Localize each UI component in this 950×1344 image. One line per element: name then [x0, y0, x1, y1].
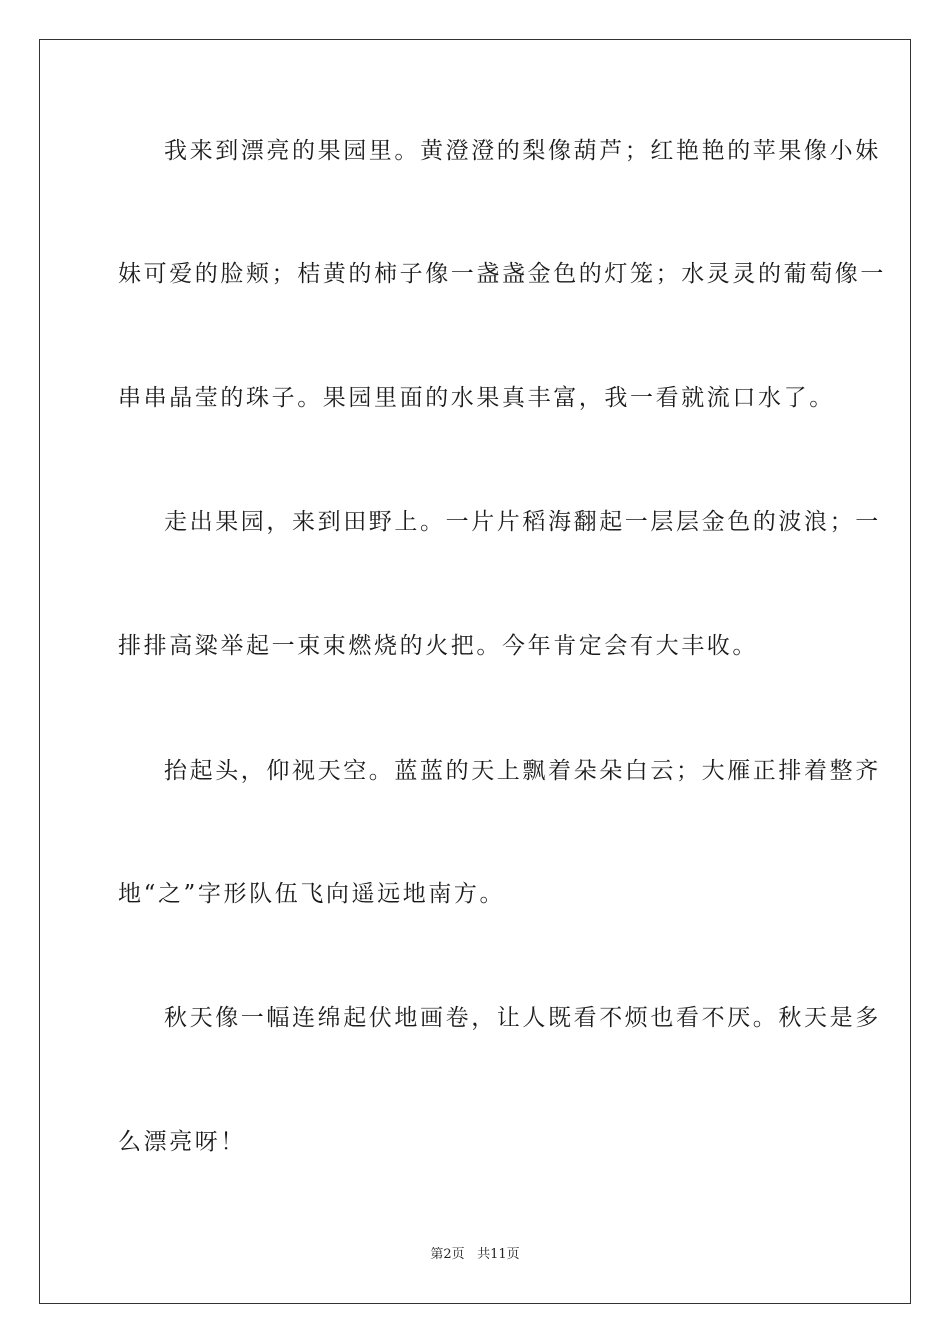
page-border: [39, 39, 911, 1304]
paragraph-4-line-2: 么漂亮呀！: [118, 1129, 246, 1155]
paragraph-1-line-3: 串串晶莹的珠子。果园里面的水果真丰富，我一看就流口水了。: [118, 385, 835, 411]
paragraph-3-line-2: 地“之”字形队伍飞向遥远地南方。: [118, 881, 506, 907]
page-total: 共11页: [477, 1247, 520, 1262]
paragraph-1-line-2: 妹可爱的脸颊；桔黄的柿子像一盏盏金色的灯笼；水灵灵的葡萄像一: [118, 261, 886, 287]
paragraph-4-line-1: 秋天像一幅连绵起伏地画卷，让人既看不烦也看不厌。秋天是多: [164, 1005, 881, 1031]
paragraph-2-line-1: 走出果园，来到田野上。一片片稻海翻起一层层金色的波浪；一: [164, 509, 881, 535]
page-number: 第2页: [430, 1247, 465, 1262]
paragraph-2-line-2: 排排高粱举起一束束燃烧的火把。今年肯定会有大丰收。: [118, 633, 758, 659]
page-footer: [0, 1246, 950, 1264]
paragraph-3-line-1: 抬起头，仰视天空。蓝蓝的天上飘着朵朵白云；大雁正排着整齐: [164, 758, 881, 784]
paragraph-1-line-1: 我来到漂亮的果园里。黄澄澄的梨像葫芦；红艳艳的苹果像小妹: [164, 138, 881, 164]
